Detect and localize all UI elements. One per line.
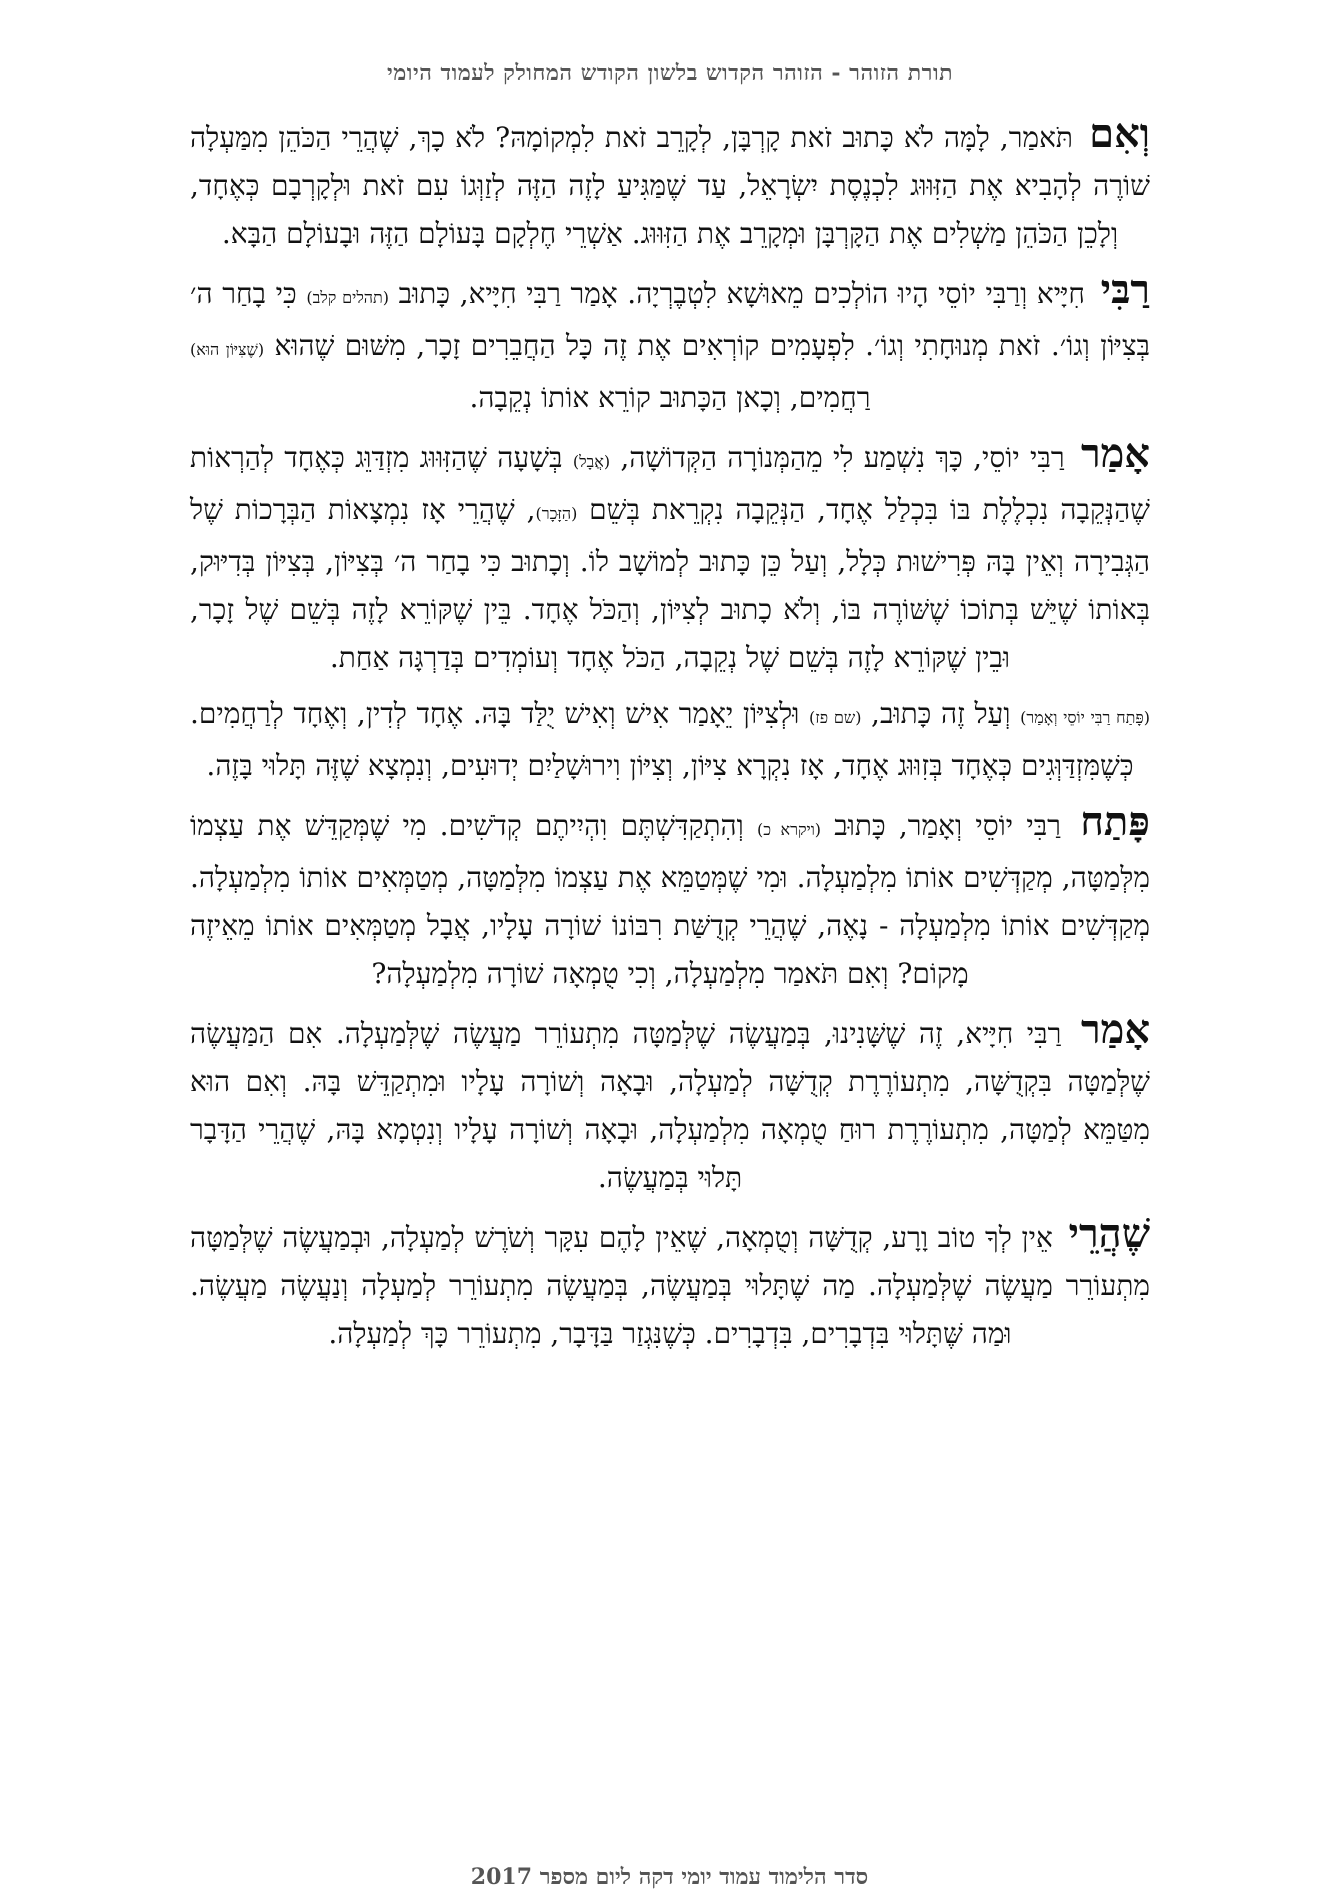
paragraph-lead-word: אָמַר (1080, 1006, 1151, 1053)
paragraph-lead-word: אָמַר (1080, 430, 1150, 477)
running-header: תורת הזוהר - הזוהר הקדוש בלשון הקודש המחולק לעמוד היומי (387, 60, 953, 86)
paragraph-lead-word: פָּתַח (1080, 798, 1151, 845)
paragraph (190, 1006, 1150, 1202)
paragraph-text: רַחֲמִים, וְכָאן הַכָּתוּב קוֹרֵא אוֹתוֹ נְקֵבָה. (469, 381, 871, 414)
paragraph-text: רַבִּי יוֹסֵי, כָּךְ נִשְׁמַע לִי מֵהַמְּנוֹרָה הַקְּדוֹשָׁה, (610, 441, 1065, 474)
source-reference: (ויקרא כ) (757, 820, 822, 839)
paragraph-text: רַבִּי יוֹסֵי וְאָמַר, כָּתוּב (821, 809, 1061, 842)
paragraph (190, 430, 1150, 682)
body-text (190, 110, 1150, 1358)
paragraph-text: חִיָּיא וְרַבִּי יוֹסֵי הָיוּ הוֹלְכִים מֵאוּשָׁא לִטְבֶרְיָה. אָמַר רַבִּי חִיָּיא, כָּתוּב (389, 277, 1085, 310)
source-reference: (פָּתַח רַבִּי יוֹסֵי וְאָמַר) (1020, 708, 1150, 727)
source-reference: (הַזָּכָר) (535, 504, 578, 523)
paragraph-text: רַבִּי חִיָּיא, זֶה שֶׁשָּׁנִינוּ, בְּמַעֲשֶׂה שֶׁלְּמַטָּה מִתְעוֹרֵר מַעֲשֶׂה שֶׁלְּמַעְלָה. אִם הַמַּעֲשֶׂה שֶׁלְּמַטָּה בִּקְדֻשָּׁה, מִתְעוֹרֶרֶת קְדֻשָּׁה לְמַעְלָה, וּבָאָה וְשׁוֹרָה עָלָיו וּמִתְקַדֵּשׁ בָּהּ. וְאִם הוּא מִטַּמֵּא לְמַטָּה, מִתְעוֹרֶרֶת רוּחַ טֻמְאָה מִלְמַעְלָה, וּבָאָה וְשׁוֹרָה עָלָיו וְנִטְמָא בָּהּ, שֶׁהֲרֵי הַדָּבָר תָּלוּי בְּמַעֲשֶׂה. (190, 1017, 1150, 1194)
page-footer: סדר הלימוד עמוד יומי דקה ליום מספר 2017 (470, 1864, 869, 1890)
source-reference: (שֶׁצִּיּוֹן הוּא) (190, 340, 265, 359)
paragraph-text: בְּשָׁעָה שֶׁהַזִּוּוּג מִזְדַּוֵּג כְּאֶחָד לְהַרְאוֹת שֶׁהַנְּקֵבָה נִכְלֶלֶת בּוֹ בִּכְלַל אֶחָד, הַנְּקֵבָה נִקְרֵאת בְּשֵׁם (190, 441, 1151, 526)
paragraph-lead-word: רַבִּי (1100, 266, 1151, 313)
paragraph-text: , שֶׁהֲרֵי אָז נִמְצָאוֹת הַבְּרָכוֹת שֶׁל הַגְּבִירָה וְאֵין בָּהּ פְּרִישׁוּת כְּלָל, וְעַל כֵּן כָּתוּב לְמוֹשָׁב לוֹ. וְכָתוּב כִּי בָחַר ה׳ בְּצִיּוֹן, בְּצִיּוֹן בְּדִיּוּק, בְּאוֹתוֹ שֶׁיֵּשׁ בְּתוֹכוֹ שֶׁשּׁוֹרֶה בּוֹ, וְלֹא כָתוּב לְצִיּוֹן, וְהַכֹּל אֶחָד. בֵּין שֶׁקּוֹרֵא לָזֶה בְּשֵׁם שֶׁל זָכָר, וּבֵין שֶׁקּוֹרֵא לָזֶה בְּשֵׁם שֶׁל נְקֵבָה, הַכֹּל אֶחָד וְעוֹמְדִים בְּדַרְגָּה אַחַת. (190, 493, 1150, 674)
paragraph-lead-word: שֶׁהֲרֵי (1068, 1210, 1151, 1257)
paragraph-text: וּלְצִיּוֹן יֵאָמַר אִישׁ וְאִישׁ יֻלַּד בָּהּ. אֶחָד לְדִין, וְאֶחָד לְרַחֲמִים. כְּשֶׁמִּזְדַּוְּגִים כְּאֶחָד בְּזִוּוּג אֶחָד, אָז נִקְרָא צִיּוֹן, וְצִיּוֹן וִירוּשָׁלַיִם יְדוּעִים, וְנִמְצָא שֶׁזֶּה תָּלוּי בָּזֶה. (190, 697, 1134, 782)
source-reference: (שם פז) (809, 708, 862, 727)
paragraph-text: תֹּאמַר, לָמָּה לֹא כָּתוּב זֹאת קָרְבָּן, לְקָרֵב זֹאת לִמְקוֹמָהּ? לֹא כָךְ, שֶׁהֲרֵי הַכֹּהֵן מִמַּעְלָה שׁוֹרֶה לְהָבִיא אֶת הַזִּוּוּג לִכְנֶסֶת יִשְׂרָאֵל, עַד שֶׁמַּגִּיעַ לָזֶה הַזֶּה לְזַוְּגוֹ עִם זֹאת וּלְקָרְבָם כְּאֶחָד, וְלָכֵן הַכֹּהֵן מַשְׁלִים אֶת הַקָּרְבָּן וּמְקָרֵב אֶת הַזִּוּוּג. אַשְׁרֵי חֶלְקָם בָּעוֹלָם הַזֶּה וּבָעוֹלָם הַבָּא. (190, 121, 1150, 250)
paragraph-text: וְהִתְקַדִּשְׁתֶּם וִהְיִיתֶם קְדֹשִׁים. מִי שֶׁמְּקַדֵּשׁ אֶת עַצְמוֹ מִלְּמַטָּה, מְקַדְּשִׁים אוֹתוֹ מִלְמַעְלָה. וּמִי שֶׁמְּטַמֵּא אֶת עַצְמוֹ מִלְּמַטָּה, מְטַמְּאִים אוֹתוֹ מִלְמַעְלָה. מְקַדְּשִׁים אוֹתוֹ מִלְמַעְלָה - נָאֶה, שֶׁהֲרֵי קְדֻשַּׁת רִבּוֹנוֹ שׁוֹרָה עָלָיו, אֲבָל מְטַמְּאִים אוֹתוֹ מֵאֵיזֶה מָקוֹם? וְאִם תֹּאמַר מִלְמַעְלָה, וְכִי טֻמְאָה שׁוֹרָה מִלְמַעְלָה? (190, 809, 1150, 990)
paragraph (190, 690, 1150, 790)
paragraph (190, 266, 1150, 422)
source-reference: (אֲבָל) (572, 452, 611, 471)
paragraph (190, 1210, 1150, 1358)
paragraph-text: כִּי בָחַר ה׳ בְּצִיּוֹן וְגוֹ׳. זֹאת מְנוּחָתִי וְגוֹ׳. לִפְעָמִים קוֹרְאִים אֶת זֶה כָּל הַחֲבֵרִים זָכָר, מִשּׁוּם שֶׁהוּא (190, 277, 1150, 362)
source-reference: (תהלים קלב) (306, 288, 390, 307)
paragraph-text: אֵין לְךָ טוֹב וָרָע, קְדֻשָּׁה וְטֻמְאָה, שֶׁאֵין לָהֶם עִקָּר וְשֹׁרֶשׁ לְמַעְלָה, וּבְמַעֲשֶׂה שֶׁלְּמַטָּה מִתְעוֹרֵר מַעֲשֶׂה שֶׁלְּמַעְלָה. מַה שֶׁתָּלוּי בְּמַעֲשֶׂה, בְּמַעֲשֶׂה מִתְעוֹרֵר לְמַעְלָה וְנַעֲשֶׂה מַעֲשֶׂה. וּמַה שֶּׁתָּלוּי בִּדְבָרִים, בִּדְבָרִים. כְּשֶׁנִּגְזַר בַּדָּבָר, מִתְעוֹרֵר כָּךְ לְמַעְלָה. (190, 1221, 1150, 1350)
paragraph (190, 798, 1150, 998)
paragraph-lead-word: וְאִם (1089, 110, 1151, 157)
document-page (190, 60, 1150, 1860)
paragraph-text: וְעַל זֶה כָּתוּב, (861, 697, 1021, 730)
paragraph (190, 110, 1150, 258)
